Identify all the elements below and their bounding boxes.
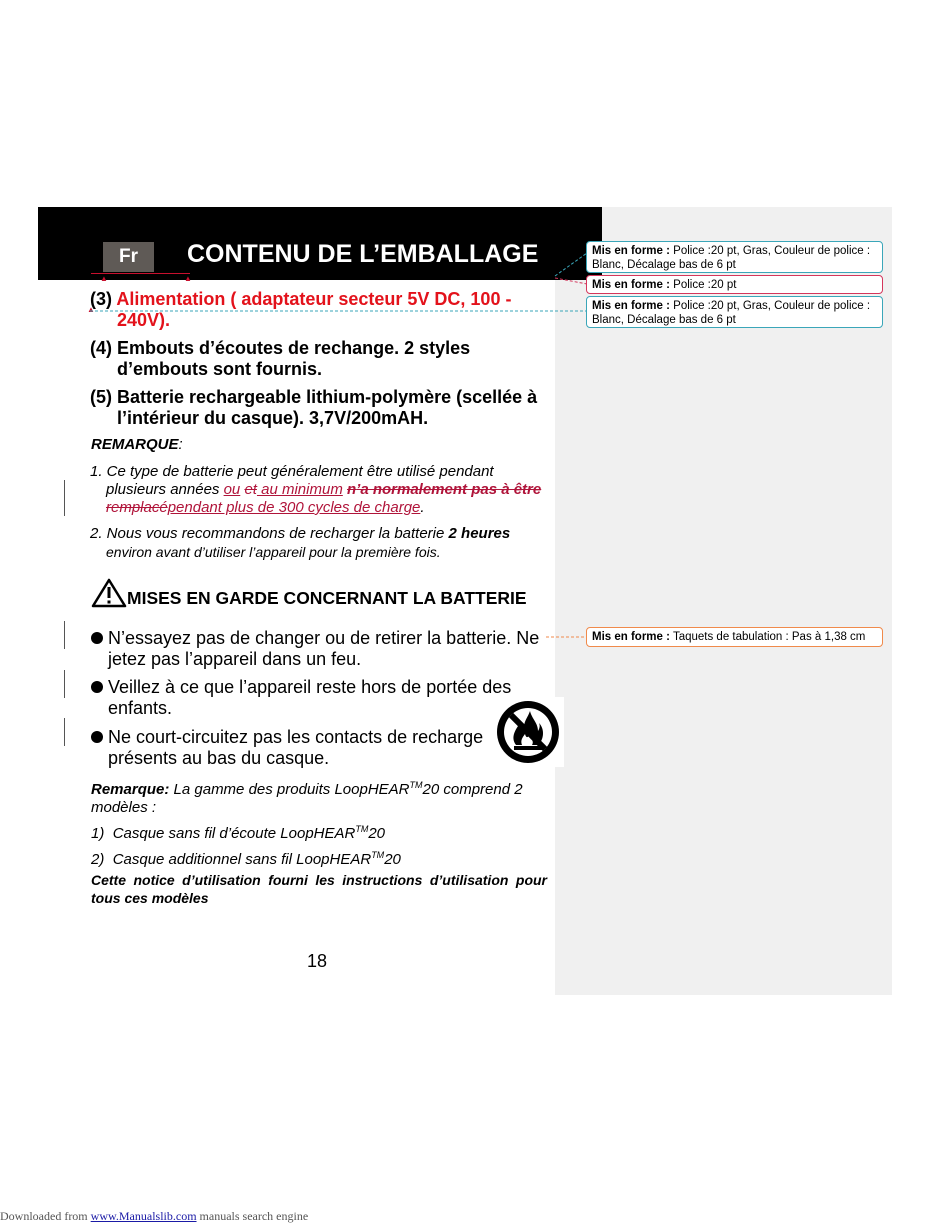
item-number: (3)	[90, 289, 112, 309]
model-item-1	[91, 820, 385, 843]
caret-mark-icon: ▲	[184, 274, 192, 283]
comment-text: Police :20 pt, Gras, Couleur de police : Blanc, Décalage bas de 6 pt	[592, 300, 871, 326]
notice-line: Cette notice d’utilisation fourni les instructions d’utilisation pour	[91, 872, 547, 888]
remark-text: 20 comprend 2	[422, 781, 523, 798]
note-emphasis: 2 heures	[448, 525, 511, 542]
bullet-text-cont: présents au bas du casque.	[108, 748, 330, 768]
footer-suffix: manuals search engine	[196, 1209, 309, 1223]
item-text-cont: 240V).	[117, 310, 171, 330]
item-number: (5)	[90, 387, 112, 407]
item-text: Batterie rechargeable lithium-polymère (scellée à	[117, 387, 538, 407]
caret-mark-icon: ▲	[100, 274, 108, 283]
comment-label: Mis en forme :	[592, 245, 670, 257]
remark-heading	[91, 436, 183, 454]
page-number: 18	[307, 951, 328, 971]
bullet-dot	[91, 681, 103, 693]
note-line: environ avant d’utiliser l’appareil pour la première fois.	[106, 544, 441, 560]
bullet-text-cont: enfants.	[108, 698, 173, 718]
change-bar	[64, 718, 65, 746]
manualslib-link[interactable]: www.Manualslib.com	[90, 1209, 197, 1223]
package-item-3	[90, 289, 560, 331]
item-text-cont: l’intérieur du casque). 3,7V/200mAH.	[117, 408, 429, 428]
item-number: (4)	[90, 338, 112, 358]
warning-triangle-icon	[91, 578, 127, 608]
bullet-dot	[91, 632, 103, 644]
caret-mark-icon: ▲	[87, 305, 95, 314]
bullet-text: Veillez à ce que l’appareil reste hors de portée des	[108, 677, 512, 697]
warning-bullet-3	[90, 727, 490, 769]
format-comment[interactable]	[586, 296, 883, 328]
section-title: CONTENU DE L’EMBALLAGE	[187, 240, 539, 268]
format-comment[interactable]	[586, 275, 883, 294]
remark-label: Remarque:	[91, 781, 170, 798]
trademark: TM	[355, 824, 369, 834]
language-badge: Fr	[103, 242, 154, 272]
remark-label: REMARQUE	[91, 436, 179, 453]
warning-title: MISES EN GARDE CONCERNANT LA BATTERIE	[127, 588, 527, 608]
models-remark	[91, 776, 561, 817]
change-bar	[64, 621, 65, 649]
package-item-4	[90, 338, 560, 380]
inserted-text: au minimum	[256, 481, 343, 498]
package-item-5	[90, 387, 560, 429]
comment-label: Mis en forme :	[592, 279, 670, 291]
trademark: TM	[371, 850, 385, 860]
item-text: Alimentation ( adaptateur secteur 5V DC, 100 -	[116, 289, 512, 309]
bullet-text: N’essayez pas de changer ou de retirer la batterie. Ne	[108, 628, 540, 648]
remark-line: modèles :	[91, 799, 157, 816]
period: .	[420, 499, 425, 516]
change-bar	[64, 670, 65, 698]
format-comment[interactable]	[586, 241, 883, 273]
inserted-text: ou	[223, 481, 241, 498]
item-text: Embouts d’écoutes de rechange. 2 styles	[117, 338, 471, 358]
model-suffix: 20	[368, 825, 386, 842]
model-name: Casque sans fil d’écoute LoopHEAR	[112, 825, 356, 842]
remark-colon: :	[178, 436, 183, 453]
comment-label: Mis en forme :	[592, 300, 670, 312]
deleted-text: remplacé	[106, 499, 168, 516]
notice-text	[91, 871, 547, 907]
change-bar	[64, 480, 65, 516]
comment-text: Police :20 pt	[669, 279, 737, 291]
model-number: 1)	[91, 825, 105, 842]
deleted-text: et	[244, 481, 257, 498]
remark-note-1	[90, 463, 560, 517]
note-text: plusieurs années	[106, 481, 224, 498]
bullet-text-cont: jetez pas l’appareil dans un feu.	[108, 649, 362, 669]
no-fire-icon	[492, 697, 564, 767]
comment-text: Taquets de tabulation : Pas à 1,38 cm	[669, 631, 866, 643]
model-item-2	[91, 846, 401, 869]
remark-note-2	[90, 525, 560, 561]
trademark: TM	[409, 780, 423, 790]
download-footer	[0, 1209, 308, 1224]
deleted-text: n	[346, 481, 357, 498]
deleted-text: ’a normalement pas à être	[356, 481, 542, 498]
model-name: Casque additionnel sans fil LoopHEAR	[112, 851, 372, 868]
comment-label: Mis en forme :	[592, 631, 670, 643]
warning-bullet-1	[90, 628, 560, 670]
model-suffix: 20	[384, 851, 401, 868]
remark-text: La gamme des produits LoopHEAR	[169, 781, 410, 798]
warning-bullet-2	[90, 677, 560, 719]
note-line: 1. Ce type de batterie peut généralement être utilisé pendant	[90, 463, 494, 480]
inserted-text: pendant plus de 300 cycles de charge	[167, 499, 421, 516]
model-number: 2)	[91, 851, 105, 868]
comment-text: Police :20 pt, Gras, Couleur de police : Blanc, Décalage bas de 6 pt	[592, 245, 871, 271]
bullet-text: Ne court-circuitez pas les contacts de recharge	[108, 727, 484, 747]
notice-line: tous ces modèles	[91, 890, 209, 906]
item-text-cont: d’embouts sont fournis.	[117, 359, 322, 379]
bullet-dot	[91, 731, 103, 743]
note-text: 2. Nous vous recommandons de recharger la batterie	[90, 525, 449, 542]
format-comment[interactable]	[586, 627, 883, 647]
footer-prefix: Downloaded from	[0, 1209, 91, 1223]
